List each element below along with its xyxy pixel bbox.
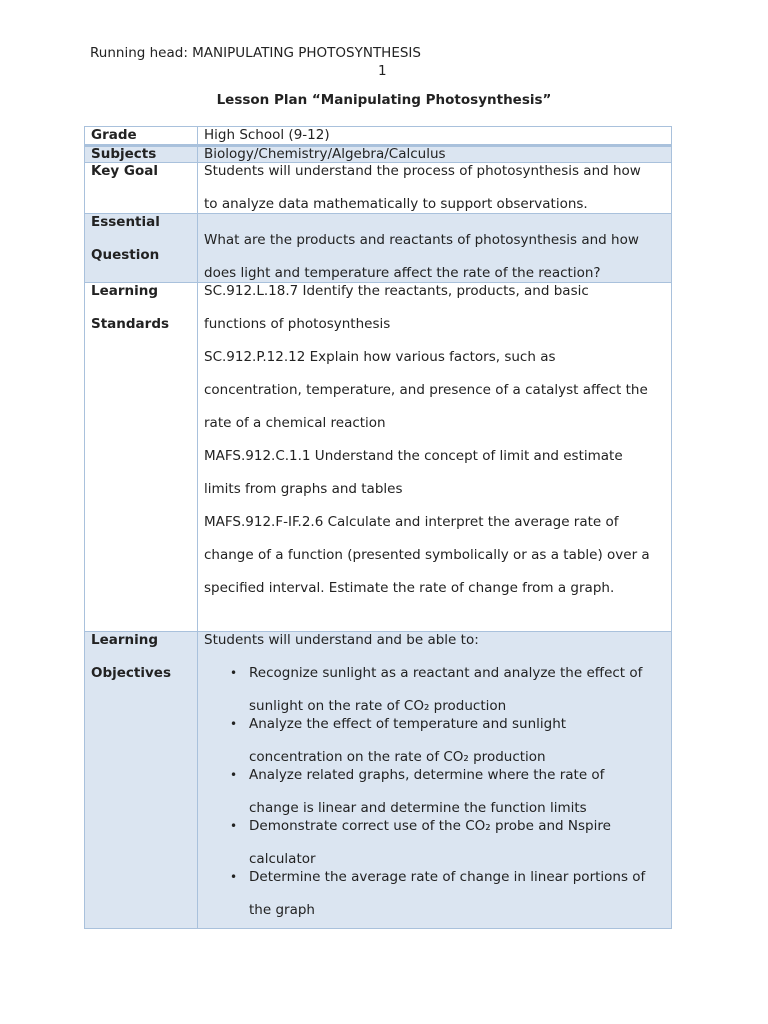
list-item bbox=[230, 767, 665, 817]
objective-line-2: change is linear and determine the function limits bbox=[249, 800, 587, 816]
learning-standards-value bbox=[198, 283, 672, 632]
essential-question-line-2: does light and temperature affect the rate of the reaction? bbox=[204, 265, 601, 281]
standards-line: SC.912.P.12.12 Explain how various factors, such as bbox=[204, 349, 556, 365]
table-row-essential-question bbox=[85, 214, 672, 283]
learning-standards-label bbox=[85, 283, 198, 632]
running-head: Running head: MANIPULATING PHOTOSYNTHESIS bbox=[90, 45, 421, 61]
objective-line-1: Determine the average rate of change in linear portions of bbox=[249, 869, 646, 885]
list-item bbox=[230, 665, 665, 715]
subjects-value: Biology/Chemistry/Algebra/Calculus bbox=[198, 146, 672, 163]
table-row-grade bbox=[85, 127, 672, 146]
bullet-icon: • bbox=[230, 870, 238, 884]
learning-objectives-label bbox=[85, 632, 198, 929]
standards-line: functions of photosynthesis bbox=[204, 316, 391, 332]
standards-line: MAFS.912.F-IF.2.6 Calculate and interpret the average rate of bbox=[204, 514, 619, 530]
learning-standards-label-line-1: Learning bbox=[91, 283, 159, 299]
essential-question-line-1: What are the products and reactants of photosynthesis and how bbox=[204, 232, 639, 248]
objective-line-1: Demonstrate correct use of the CO₂ probe and Nspire bbox=[249, 818, 611, 834]
objective-line-2: the graph bbox=[249, 902, 315, 918]
learning-objectives-label-line-2: Objectives bbox=[91, 665, 171, 681]
bullet-icon: • bbox=[230, 666, 238, 680]
list-item bbox=[230, 869, 665, 919]
table-row-learning-standards bbox=[85, 283, 672, 632]
learning-objectives-label-line-1: Learning bbox=[91, 632, 159, 648]
learning-standards-label-line-2: Standards bbox=[91, 316, 170, 332]
standards-line: concentration, temperature, and presence of a catalyst affect the bbox=[204, 382, 648, 398]
essential-question-value bbox=[198, 214, 672, 283]
grade-value: High School (9-12) bbox=[198, 127, 672, 146]
standards-line: rate of a chemical reaction bbox=[204, 415, 386, 431]
lesson-plan-table bbox=[84, 126, 672, 929]
key-goal-line-1: Students will understand the process of photosynthesis and how bbox=[204, 163, 641, 179]
essential-question-label-line-2: Question bbox=[91, 247, 160, 263]
table-row-learning-objectives bbox=[85, 632, 672, 929]
key-goal-label: Key Goal bbox=[85, 163, 198, 214]
objectives-intro: Students will understand and be able to: bbox=[204, 632, 479, 648]
grade-label: Grade bbox=[85, 127, 198, 146]
bullet-icon: • bbox=[230, 819, 238, 833]
learning-objectives-value bbox=[198, 632, 672, 929]
essential-question-label bbox=[85, 214, 198, 283]
objective-line-2: concentration on the rate of CO₂ production bbox=[249, 749, 546, 765]
bullet-icon: • bbox=[230, 717, 238, 731]
objective-line-1: Analyze related graphs, determine where the rate of bbox=[249, 767, 605, 783]
bullet-icon: • bbox=[230, 768, 238, 782]
standards-line: change of a function (presented symbolically or as a table) over a bbox=[204, 547, 650, 563]
essential-question-label-line-1: Essential bbox=[91, 214, 160, 230]
objective-line-1: Analyze the effect of temperature and sunlight bbox=[249, 716, 567, 732]
list-item bbox=[230, 716, 665, 766]
table-row-key-goal bbox=[85, 163, 672, 214]
standards-line: SC.912.L.18.7 Identify the reactants, products, and basic bbox=[204, 283, 589, 299]
standards-line: limits from graphs and tables bbox=[204, 481, 403, 497]
list-item bbox=[230, 818, 665, 868]
table-row-subjects bbox=[85, 146, 672, 163]
key-goal-value bbox=[198, 163, 672, 214]
objective-line-2: calculator bbox=[249, 851, 316, 867]
standards-line: MAFS.912.C.1.1 Understand the concept of limit and estimate bbox=[204, 448, 623, 464]
standards-line: specified interval. Estimate the rate of change from a graph. bbox=[204, 580, 615, 596]
document-title: Lesson Plan “Manipulating Photosynthesis” bbox=[216, 92, 552, 108]
objective-line-2: sunlight on the rate of CO₂ production bbox=[249, 698, 507, 714]
key-goal-line-2: to analyze data mathematically to support observations. bbox=[204, 196, 588, 212]
objectives-list bbox=[204, 665, 665, 919]
subjects-label: Subjects bbox=[85, 146, 198, 163]
page-number: 1 bbox=[378, 63, 387, 79]
objective-line-1: Recognize sunlight as a reactant and analyze the effect of bbox=[249, 665, 643, 681]
